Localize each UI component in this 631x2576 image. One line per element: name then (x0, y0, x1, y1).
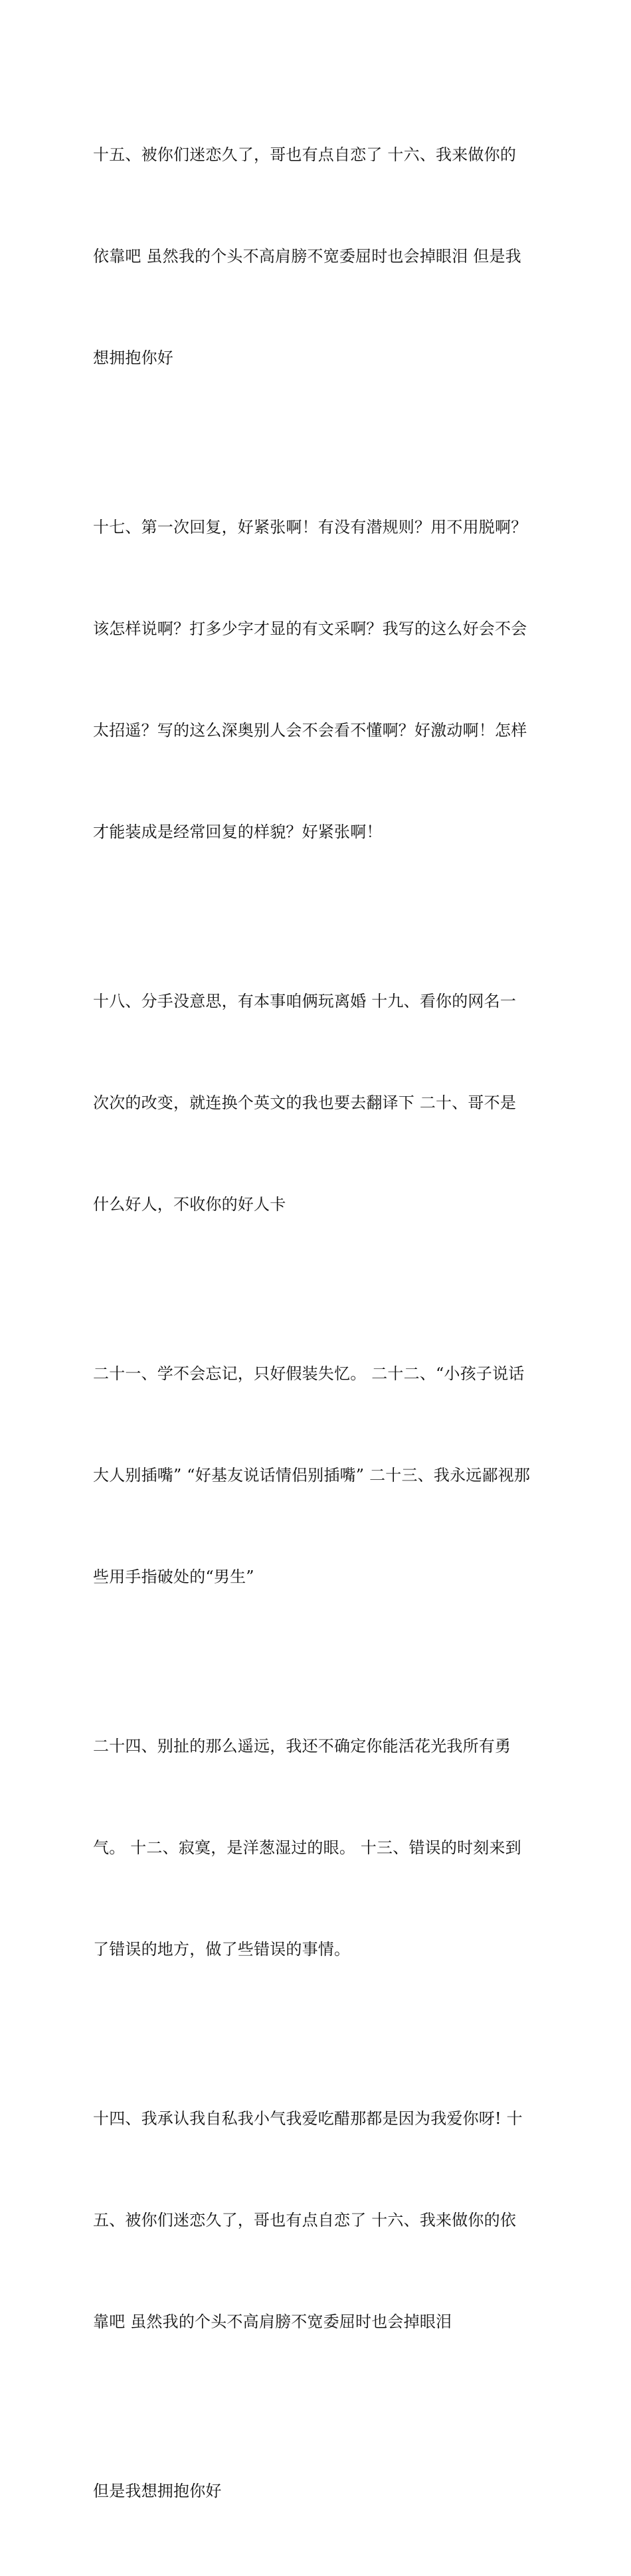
paragraph-7 (93, 2407, 545, 2576)
text-line: 该怎样说啊？打多少字才显的有文采啊？我写的这么好会不会 (93, 619, 527, 638)
text-line: 二十四、别扯的那么遥远，我还不确定你能活花光我所有勇 (93, 1737, 511, 1755)
text-line: 了错误的地方，做了些错误的事情。 (93, 1940, 351, 1959)
text-line: 十七、第一次回复，好紧张啊！有没有潜规则？用不用脱啊？ (93, 518, 527, 536)
text-line: 想拥抱你好 (93, 349, 173, 367)
text-line: 次次的改变，就连换个英文的我也要去翻译下 二十、哥不是 (93, 1093, 517, 1112)
paragraph-3 (93, 917, 545, 1289)
text-line: 太招遥？写的这么深奥别人会不会看不懂啊？好激动啊！怎样 (93, 721, 527, 740)
text-line: 什么好人，不收你的好人卡 (93, 1195, 286, 1214)
document-body (93, 70, 545, 2576)
text-line: 十八、分手没意思，有本事咱俩玩离婚 十九、看你的网名一 (93, 992, 517, 1010)
text-line: 十四、我承认我自私我小气我爱吃醋那都是因为我爱你呀! 十 (93, 2109, 523, 2128)
text-line: 才能装成是经常回复的样貌？好紧张啊！ (93, 823, 383, 841)
text-line: 依靠吧 虽然我的个头不高肩膀不宽委屈时也会掉眼泪 但是我 (93, 247, 521, 266)
paragraph-4 (93, 1289, 545, 1662)
text-line: 气。 十二、寂寞，是洋葱湿过的眼。 十三、错误的时刻来到 (93, 1838, 521, 1857)
text-line: 些用手指破处的“男生” (93, 1568, 254, 1586)
text-line: 靠吧 虽然我的个头不高肩膀不宽委屈时也会掉眼泪 (93, 2312, 452, 2331)
paragraph-1 (93, 70, 545, 443)
text-line: 十五、被你们迷恋久了，哥也有点自恋了 十六、我来做你的 (93, 145, 517, 164)
text-line: 但是我想拥抱你好 (93, 2482, 222, 2500)
text-line: 五、被你们迷恋久了，哥也有点自恋了 十六、我来做你的依 (93, 2211, 517, 2229)
paragraph-2 (93, 443, 545, 917)
paragraph-5 (93, 1662, 545, 2034)
text-line: 二十一、学不会忘记，只好假装失忆。 二十二、“小孩子说话 (93, 1364, 525, 1383)
paragraph-6 (93, 2034, 545, 2407)
text-line: 大人别插嘴” “好基友说话情侣别插嘴” 二十三、我永远鄙视那 (93, 1466, 531, 1485)
